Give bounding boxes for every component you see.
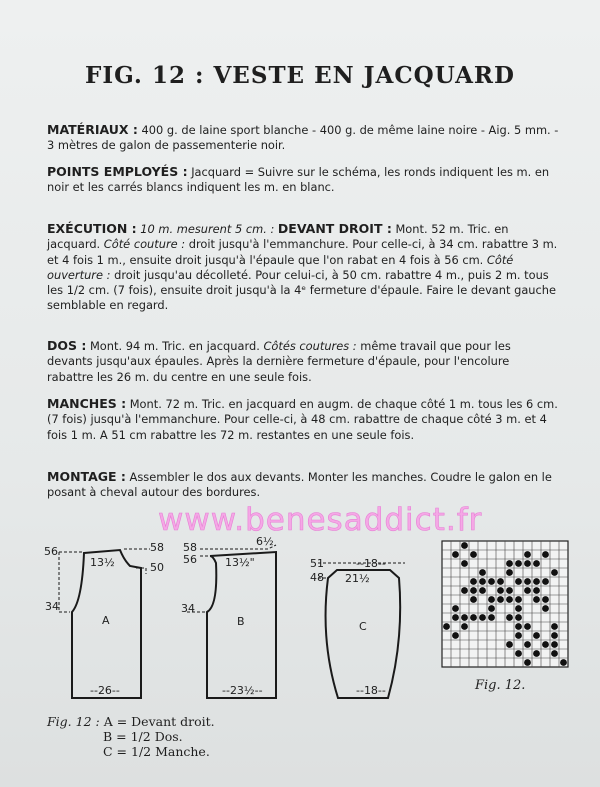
- jacquard-black-stitch: [470, 578, 477, 585]
- jacquard-black-stitch: [506, 614, 513, 621]
- jacquard-chart: [442, 541, 568, 667]
- jacquard-black-stitch: [551, 623, 558, 630]
- jacquard-black-stitch: [551, 632, 558, 639]
- diagram-a-label-34: 34: [45, 600, 59, 613]
- jacquard-black-stitch: [488, 605, 495, 612]
- jacquard-black-stitch: [488, 578, 495, 585]
- jacquard-black-stitch: [515, 614, 522, 621]
- diagram-b-label-56: 56: [183, 553, 197, 566]
- jacquard-black-stitch: [533, 560, 540, 567]
- dos-heading: DOS :: [47, 338, 87, 353]
- jacquard-black-stitch: [533, 632, 540, 639]
- jacquard-black-stitch: [506, 641, 513, 648]
- points-text: Jacquard = Suivre sur le schéma, les ronds indiquent les m. en noir et les carrés blancs indiquent les m. en blanc.: [47, 165, 550, 195]
- materiaux-heading: MATÉRIAUX :: [47, 122, 138, 137]
- jacquard-black-stitch: [479, 587, 486, 594]
- diagram-a-label-58: 58: [150, 541, 164, 554]
- jacquard-black-stitch: [506, 560, 513, 567]
- jacquard-black-stitch: [443, 623, 450, 630]
- jacquard-black-stitch: [542, 641, 549, 648]
- jacquard-black-stitch: [542, 596, 549, 603]
- diagram-b: [181, 535, 276, 698]
- diagram-a-label-50: 50: [150, 561, 164, 574]
- jacquard-black-stitch: [479, 614, 486, 621]
- jacquard-black-stitch: [461, 542, 468, 549]
- jacquard-black-stitch: [452, 551, 459, 558]
- diagram-b-label-34: 34: [181, 602, 195, 615]
- diagram-c-label-48: 48: [310, 571, 324, 584]
- jacquard-black-stitch: [542, 578, 549, 585]
- jacquard-black-stitch: [515, 560, 522, 567]
- jacquard-black-stitch: [470, 551, 477, 558]
- diagram-c-label-18-bottom: --18--: [356, 684, 386, 697]
- jacquard-black-stitch: [524, 659, 531, 666]
- jacquard-black-stitch: [515, 605, 522, 612]
- jacquard-black-stitch: [488, 596, 495, 603]
- jacquard-black-stitch: [560, 659, 567, 666]
- diagram-b-label-6half: 6½: [256, 535, 274, 548]
- execution-gauge: 10 m. mesurent 5 cm. :: [140, 222, 275, 236]
- diagram-c: [310, 557, 405, 698]
- jacquard-black-stitch: [515, 596, 522, 603]
- jacquard-black-stitch: [551, 650, 558, 657]
- jacquard-black-stitch: [515, 650, 522, 657]
- manches-paragraph: MANCHES : Mont. 72 m. Tric. en jacquard en augm. de chaque côté 1 m. tous les 6 cm. (7 fois) jusqu'à l'emmanchure. Pour celle-ci, à 48 cm. rabattre de chaque côté 3 m. et 4 fois 1 m. A 51 cm rabattre les 72 m. restantes en une seule fois.: [47, 396, 558, 442]
- jacquard-black-stitch: [497, 596, 504, 603]
- jacquard-black-stitch: [506, 596, 513, 603]
- jacquard-black-stitch: [506, 587, 513, 594]
- chart-caption: Fig. 12.: [475, 678, 526, 693]
- diagram-c-label-18-top: --18--: [356, 557, 386, 570]
- jacquard-black-stitch: [524, 587, 531, 594]
- diagram-b-letter: B: [237, 615, 245, 628]
- jacquard-black-stitch: [533, 587, 540, 594]
- jacquard-black-stitch: [479, 569, 486, 576]
- jacquard-black-stitch: [524, 578, 531, 585]
- jacquard-black-stitch: [515, 632, 522, 639]
- jacquard-black-stitch: [461, 623, 468, 630]
- page-title: FIG. 12 : VESTE EN JACQUARD: [85, 62, 515, 89]
- diagram-b-label-13half: 13½": [225, 556, 255, 569]
- jacquard-black-stitch: [470, 587, 477, 594]
- montage-heading: MONTAGE :: [47, 469, 126, 484]
- diagram-a-label-13half: 13½: [90, 556, 115, 569]
- jacquard-black-stitch: [497, 587, 504, 594]
- jacquard-black-stitch: [506, 569, 513, 576]
- jacquard-black-stitch: [461, 560, 468, 567]
- diagram-c-label-51: 51: [310, 557, 324, 570]
- manches-heading: MANCHES :: [47, 396, 127, 411]
- devant-droit-heading: DEVANT DROIT :: [277, 221, 392, 236]
- jacquard-black-stitch: [488, 614, 495, 621]
- diagram-a-letter: A: [102, 614, 110, 627]
- legend-fig-label: Fig. 12 :: [47, 714, 100, 729]
- diagram-c-label-21half: 21½: [345, 572, 370, 585]
- jacquard-black-stitch: [533, 650, 540, 657]
- jacquard-black-stitch: [515, 623, 522, 630]
- jacquard-black-stitch: [452, 632, 459, 639]
- jacquard-black-stitch: [524, 551, 531, 558]
- jacquard-black-stitch: [524, 560, 531, 567]
- jacquard-black-stitch: [461, 614, 468, 621]
- jacquard-black-stitch: [515, 578, 522, 585]
- jacquard-black-stitch: [533, 578, 540, 585]
- diagram-b-label-23half: --23½--: [222, 684, 263, 697]
- diagram-a-label-26: --26--: [90, 684, 120, 697]
- jacquard-black-stitch: [524, 641, 531, 648]
- execution-paragraph: EXÉCUTION : 10 m. mesurent 5 cm. : DEVANT DROIT : Mont. 52 m. Tric. en jacquard. Côté couture : droit jusqu'à l'emmanchure. Pour celle-ci, à 34 cm. rabattre 3 m. et 4 fois 1 m., ensuite droit jusqu'à l'épaule que l'on rabat en 4 fois à 56 cm. Côté ouverture : droit jusqu'au décolleté. Pour celui-ci, à 50 cm. rabattre 4 m., puis 2 m. tous les 1/2 cm. (7 fois), ensuite droit jusqu'à la 4ᵉ fermeture d'épaule. Faire le devant gauche semblable en regard.: [47, 221, 558, 313]
- dos-paragraph: DOS : Mont. 94 m. Tric. en jacquard. Côtés coutures : même travail que pour les devants jusqu'aux épaules. Après la dernière fermeture d'épaule, pour l'encolure rabattre les 26 m. du centre en une seule fois.: [47, 338, 511, 384]
- diagram-b-label-58: 58: [183, 541, 197, 554]
- diagram-a: [44, 541, 164, 698]
- materiaux-text: 400 g. de laine sport blanche - 400 g. de même laine noire - Aig. 5 mm. - 3 mètres de galon de passementerie noir.: [47, 123, 559, 153]
- figure-legend: Fig. 12 : A = Devant droit. B = 1/2 Dos. C = 1/2 Manche.: [47, 714, 215, 759]
- montage-paragraph: MONTAGE : Assembler le dos aux devants. Monter les manches. Coudre le galon en le posant à cheval autour des bordures.: [47, 469, 552, 500]
- jacquard-black-stitch: [542, 605, 549, 612]
- execution-heading: EXÉCUTION :: [47, 221, 137, 236]
- jacquard-black-stitch: [479, 578, 486, 585]
- jacquard-black-stitch: [551, 641, 558, 648]
- diagram-a-label-56: 56: [44, 545, 58, 558]
- jacquard-black-stitch: [497, 578, 504, 585]
- jacquard-black-stitch: [461, 587, 468, 594]
- jacquard-black-stitch: [470, 614, 477, 621]
- points-heading: POINTS EMPLOYÉS :: [47, 164, 188, 179]
- jacquard-black-stitch: [551, 569, 558, 576]
- diagram-c-letter: C: [359, 620, 367, 633]
- jacquard-black-stitch: [533, 596, 540, 603]
- jacquard-black-stitch: [524, 623, 531, 630]
- jacquard-black-stitch: [470, 596, 477, 603]
- jacquard-black-stitch: [542, 551, 549, 558]
- jacquard-black-stitch: [452, 614, 459, 621]
- jacquard-black-stitch: [452, 605, 459, 612]
- watermark: www.benesaddict.fr: [158, 502, 483, 538]
